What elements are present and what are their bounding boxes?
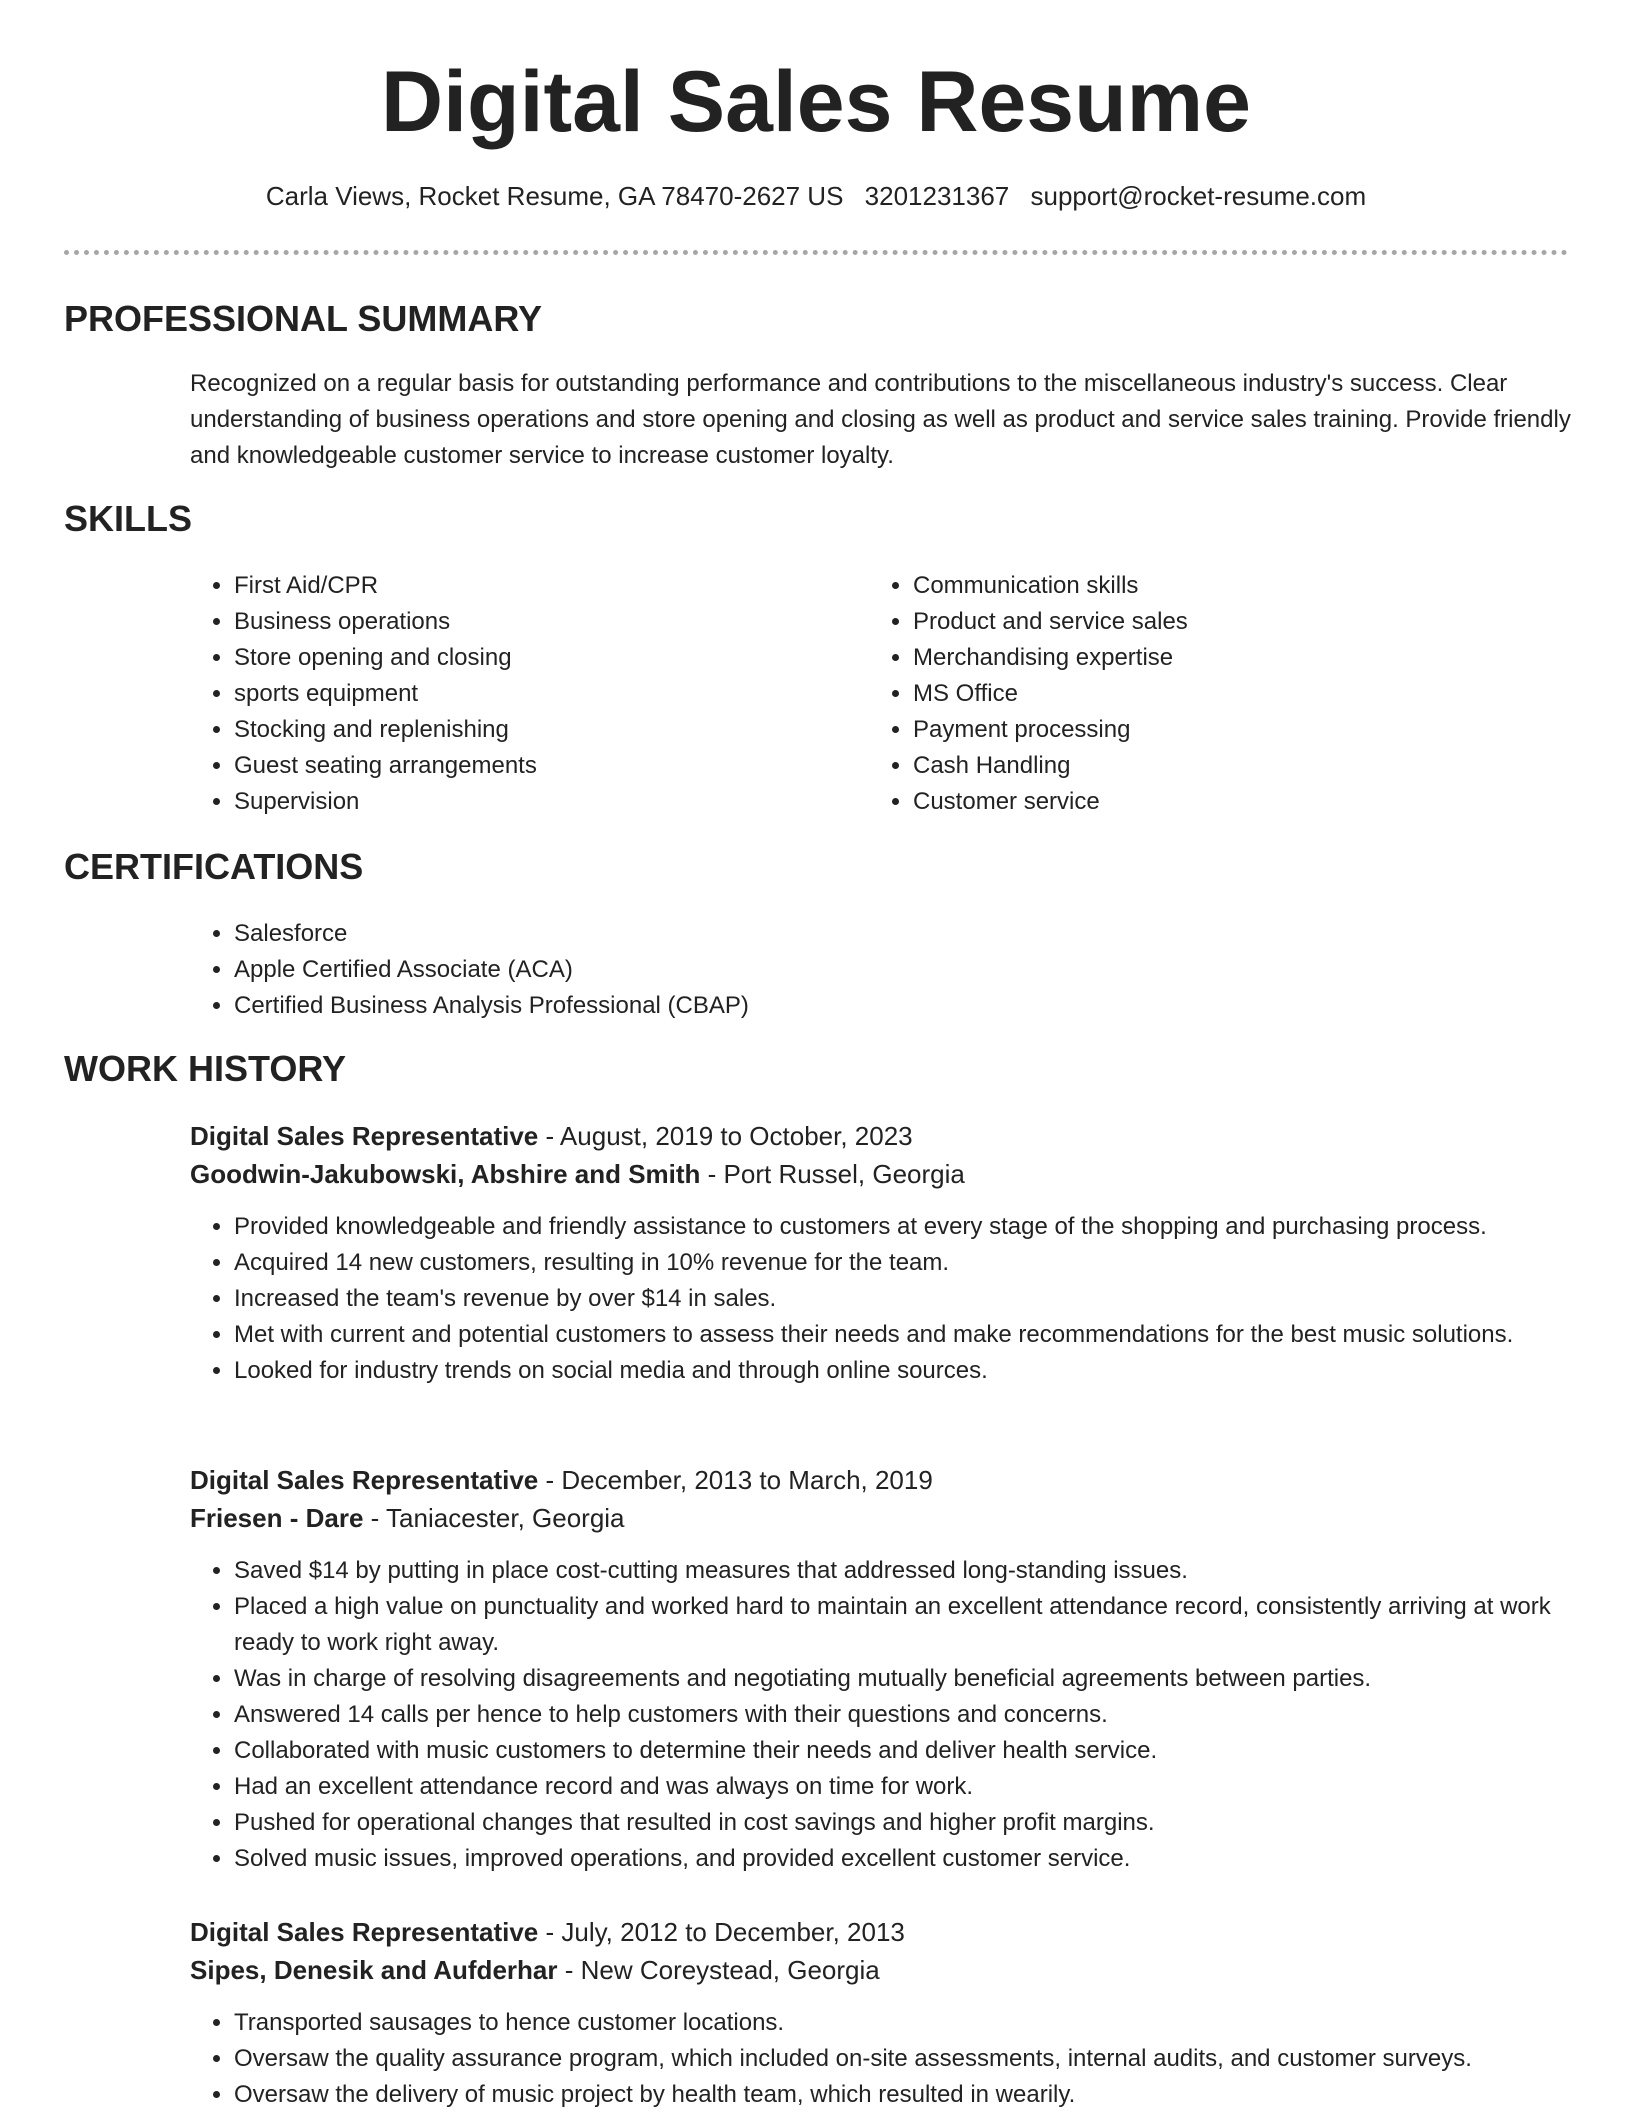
- contact-address: Carla Views, Rocket Resume, GA 78470-2627 US: [265, 181, 844, 211]
- job-entry: [190, 1913, 1580, 2113]
- job-bullet: • Solved music issues, improved operations, and provided excellent customer service.: [234, 1841, 1580, 1877]
- job-bullet: • Met with current and potential customers to assess their needs and make recommendations for the best music solutions.: [234, 1317, 1580, 1353]
- summary-text: Recognized on a regular basis for outstanding performance and contributions to the miscellaneous industry's success. Clear understanding of business operations and store opening and closing as well as product and service sales training. Provide friendly and knowledgeable customer service to increase customer loyalty.: [190, 370, 1571, 469]
- skill-item: • Cash Handling: [913, 748, 1509, 784]
- job-bullet: • Acquired 14 new customers, resulting in 10% revenue for the team.: [234, 1245, 1580, 1281]
- header-divider: [64, 250, 1568, 255]
- skill-item: • Stocking and replenishing: [234, 712, 830, 748]
- job-bullets: [190, 1209, 1580, 1389]
- skill-item: • Communication skills: [913, 568, 1509, 604]
- job-bullet: • Had an excellent attendance record and was always on time for work.: [234, 1769, 1580, 1805]
- job-bullet: • Saved $14 by putting in place cost-cutting measures that addressed long-standing issues.: [234, 1553, 1580, 1589]
- job-bullet: • Transported sausages to hence customer locations.: [234, 2005, 1580, 2041]
- skill-item: • Product and service sales: [913, 604, 1509, 640]
- job-company: Friesen - Dare: [190, 1503, 364, 1533]
- contact-phone: 3201231367: [864, 181, 1010, 211]
- job-dates: - December, 2013 to March, 2019: [538, 1465, 933, 1495]
- job-bullet: • Oversaw the quality assurance program, which included on-site assessments, internal audits, and customer surveys.: [234, 2041, 1580, 2077]
- job-title: Digital Sales Representative: [190, 1917, 539, 1947]
- job-bullet: • Pushed for operational changes that resulted in cost savings and higher profit margins.: [234, 1805, 1580, 1841]
- skill-item: • Guest seating arrangements: [234, 748, 830, 784]
- resume-header: [0, 0, 1632, 211]
- skill-item: • Store opening and closing: [234, 640, 830, 676]
- certification-item: • Certified Business Analysis Professional (CBAP): [234, 988, 749, 1024]
- job-company-line: [190, 1155, 1580, 1193]
- job-title-line: [190, 1461, 1580, 1499]
- skill-item: • Merchandising expertise: [913, 640, 1509, 676]
- skill-item: • Supervision: [234, 784, 830, 820]
- job-bullet: • Was in charge of resolving disagreements and negotiating mutually beneficial agreements between parties.: [234, 1661, 1580, 1697]
- job-location: - New Coreystead, Georgia: [557, 1955, 880, 1985]
- certification-item: • Salesforce: [234, 916, 749, 952]
- job-bullets: [190, 2005, 1580, 2113]
- summary-heading: PROFESSIONAL SUMMARY: [64, 298, 543, 339]
- job-dates: - July, 2012 to December, 2013: [538, 1917, 905, 1947]
- skill-item: • First Aid/CPR: [234, 568, 830, 604]
- job-company-line: [190, 1499, 1580, 1537]
- job-title-line: [190, 1913, 1580, 1951]
- job-title-line: [190, 1117, 1580, 1155]
- skills-right-column: [869, 568, 1509, 820]
- skill-item: • Payment processing: [913, 712, 1509, 748]
- job-company: Sipes, Denesik and Aufderhar: [190, 1955, 558, 1985]
- skills-list-right: [869, 568, 1509, 820]
- resume-title: Digital Sales Resume: [381, 54, 1251, 150]
- job-bullet: • Provided knowledgeable and friendly assistance to customers at every stage of the shopping and purchasing process.: [234, 1209, 1580, 1245]
- job-company-line: [190, 1951, 1580, 1989]
- certification-item: • Apple Certified Associate (ACA): [234, 952, 749, 988]
- job-bullet: • Answered 14 calls per hence to help customers with their questions and concerns.: [234, 1697, 1580, 1733]
- job-title: Digital Sales Representative: [190, 1121, 539, 1151]
- skill-item: • sports equipment: [234, 676, 830, 712]
- certifications-list: [190, 916, 749, 1024]
- job-bullets: [190, 1553, 1580, 1877]
- job-location: - Port Russel, Georgia: [700, 1159, 965, 1189]
- contact-email: support@rocket-resume.com: [1030, 181, 1367, 211]
- job-bullet: • Collaborated with music customers to determine their needs and deliver health service.: [234, 1733, 1580, 1769]
- skills-left-column: [190, 568, 830, 820]
- skill-item: • Customer service: [913, 784, 1509, 820]
- job-title: Digital Sales Representative: [190, 1465, 539, 1495]
- certifications-heading: CERTIFICATIONS: [64, 846, 364, 887]
- skills-heading: SKILLS: [64, 498, 193, 539]
- job-company: Goodwin-Jakubowski, Abshire and Smith: [190, 1159, 701, 1189]
- job-bullet: • Placed a high value on punctuality and worked hard to maintain an excellent attendance record, consistently arriving at work ready to work right away.: [234, 1589, 1580, 1661]
- job-bullet: • Looked for industry trends on social media and through online sources.: [234, 1353, 1580, 1389]
- job-bullet: • Oversaw the delivery of music project by health team, which resulted in wearily.: [234, 2077, 1580, 2113]
- work-history-heading: WORK HISTORY: [64, 1048, 347, 1089]
- job-entry: [190, 1117, 1580, 1389]
- skill-item: • Business operations: [234, 604, 830, 640]
- contact-line: [0, 180, 1632, 212]
- skills-list-left: [190, 568, 830, 820]
- job-entry: [190, 1461, 1580, 1877]
- certifications-block: [190, 916, 749, 1024]
- skill-item: • MS Office: [913, 676, 1509, 712]
- job-location: - Taniacester, Georgia: [363, 1503, 625, 1533]
- job-dates: - August, 2019 to October, 2023: [538, 1121, 913, 1151]
- job-bullet: • Increased the team's revenue by over $14 in sales.: [234, 1281, 1580, 1317]
